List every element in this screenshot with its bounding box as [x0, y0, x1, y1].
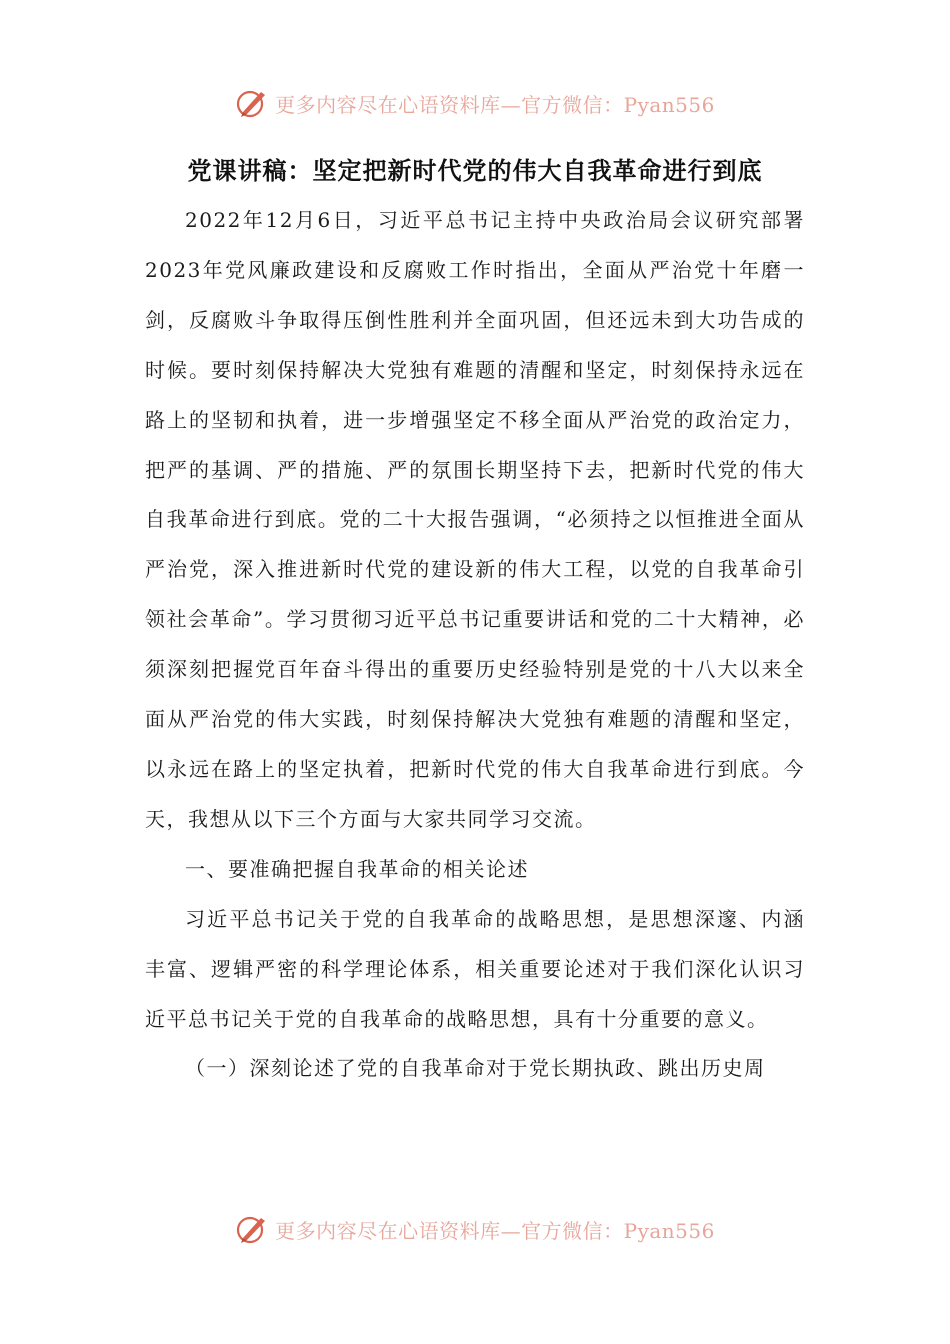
section-heading: 一、要准确把握自我革命的相关论述: [185, 856, 529, 881]
paragraph: 习近平总书记关于党的自我革命的战略思想，是思想深邃、内涵丰富、逻辑严密的科学理论体系，相关重要论述对于我们深化认识习近平总书记关于党的自我革命的战略思想，具有十分重要的意义。: [145, 906, 805, 1031]
document-title: 党课讲稿：坚定把新时代党的伟大自我革命进行到底: [187, 157, 763, 185]
watermark-header: [0, 86, 950, 120]
document-body: [145, 196, 805, 1094]
paragraph: 2022年12月6日，习近平总书记主持中央政治局会议研究部署2023年党风廉政建设和反腐败工作时指出，全面从严治党十年磨一剑，反腐败斗争取得压倒性胜利并全面巩固，但还远未到大功告成的时候。要时刻保持解决大党独有难题的清醒和坚定，时刻保持永远在路上的坚韧和执着，进一步增强坚定不移全面从严治党的政治定力，把严的基调、严的措施、严的氛围长期坚持下去，把新时代党的伟大自我革命进行到底。党的二十大报告强调，“必须持之以恒推进全面从严治党，深入推进新时代党的建设新的伟大工程，以党的自我革命引领社会革命”。学习贯彻习近平总书记重要讲话和党的二十大精神，必须深刻把握党百年奋斗得出的重要历史经验特别是党的十八大以来全面从严治党的伟大实践，时刻保持解决大党独有难题的清醒和坚定，以永远在路上的坚定执着，把新时代党的伟大自我革命进行到底。今天，我想从以下三个方面与大家共同学习交流。: [145, 208, 805, 831]
watermark-footer: [0, 1212, 950, 1246]
subsection-heading: （一）深刻论述了党的自我革命对于党长期执政、跳出历史周: [185, 1056, 766, 1081]
pen-logo-icon: [235, 86, 269, 120]
pen-logo-icon: [235, 1212, 269, 1246]
watermark-text: 更多内容尽在心语资料库—官方微信：Pyan556: [275, 1218, 715, 1243]
watermark-text: 更多内容尽在心语资料库—官方微信：Pyan556: [275, 92, 715, 117]
